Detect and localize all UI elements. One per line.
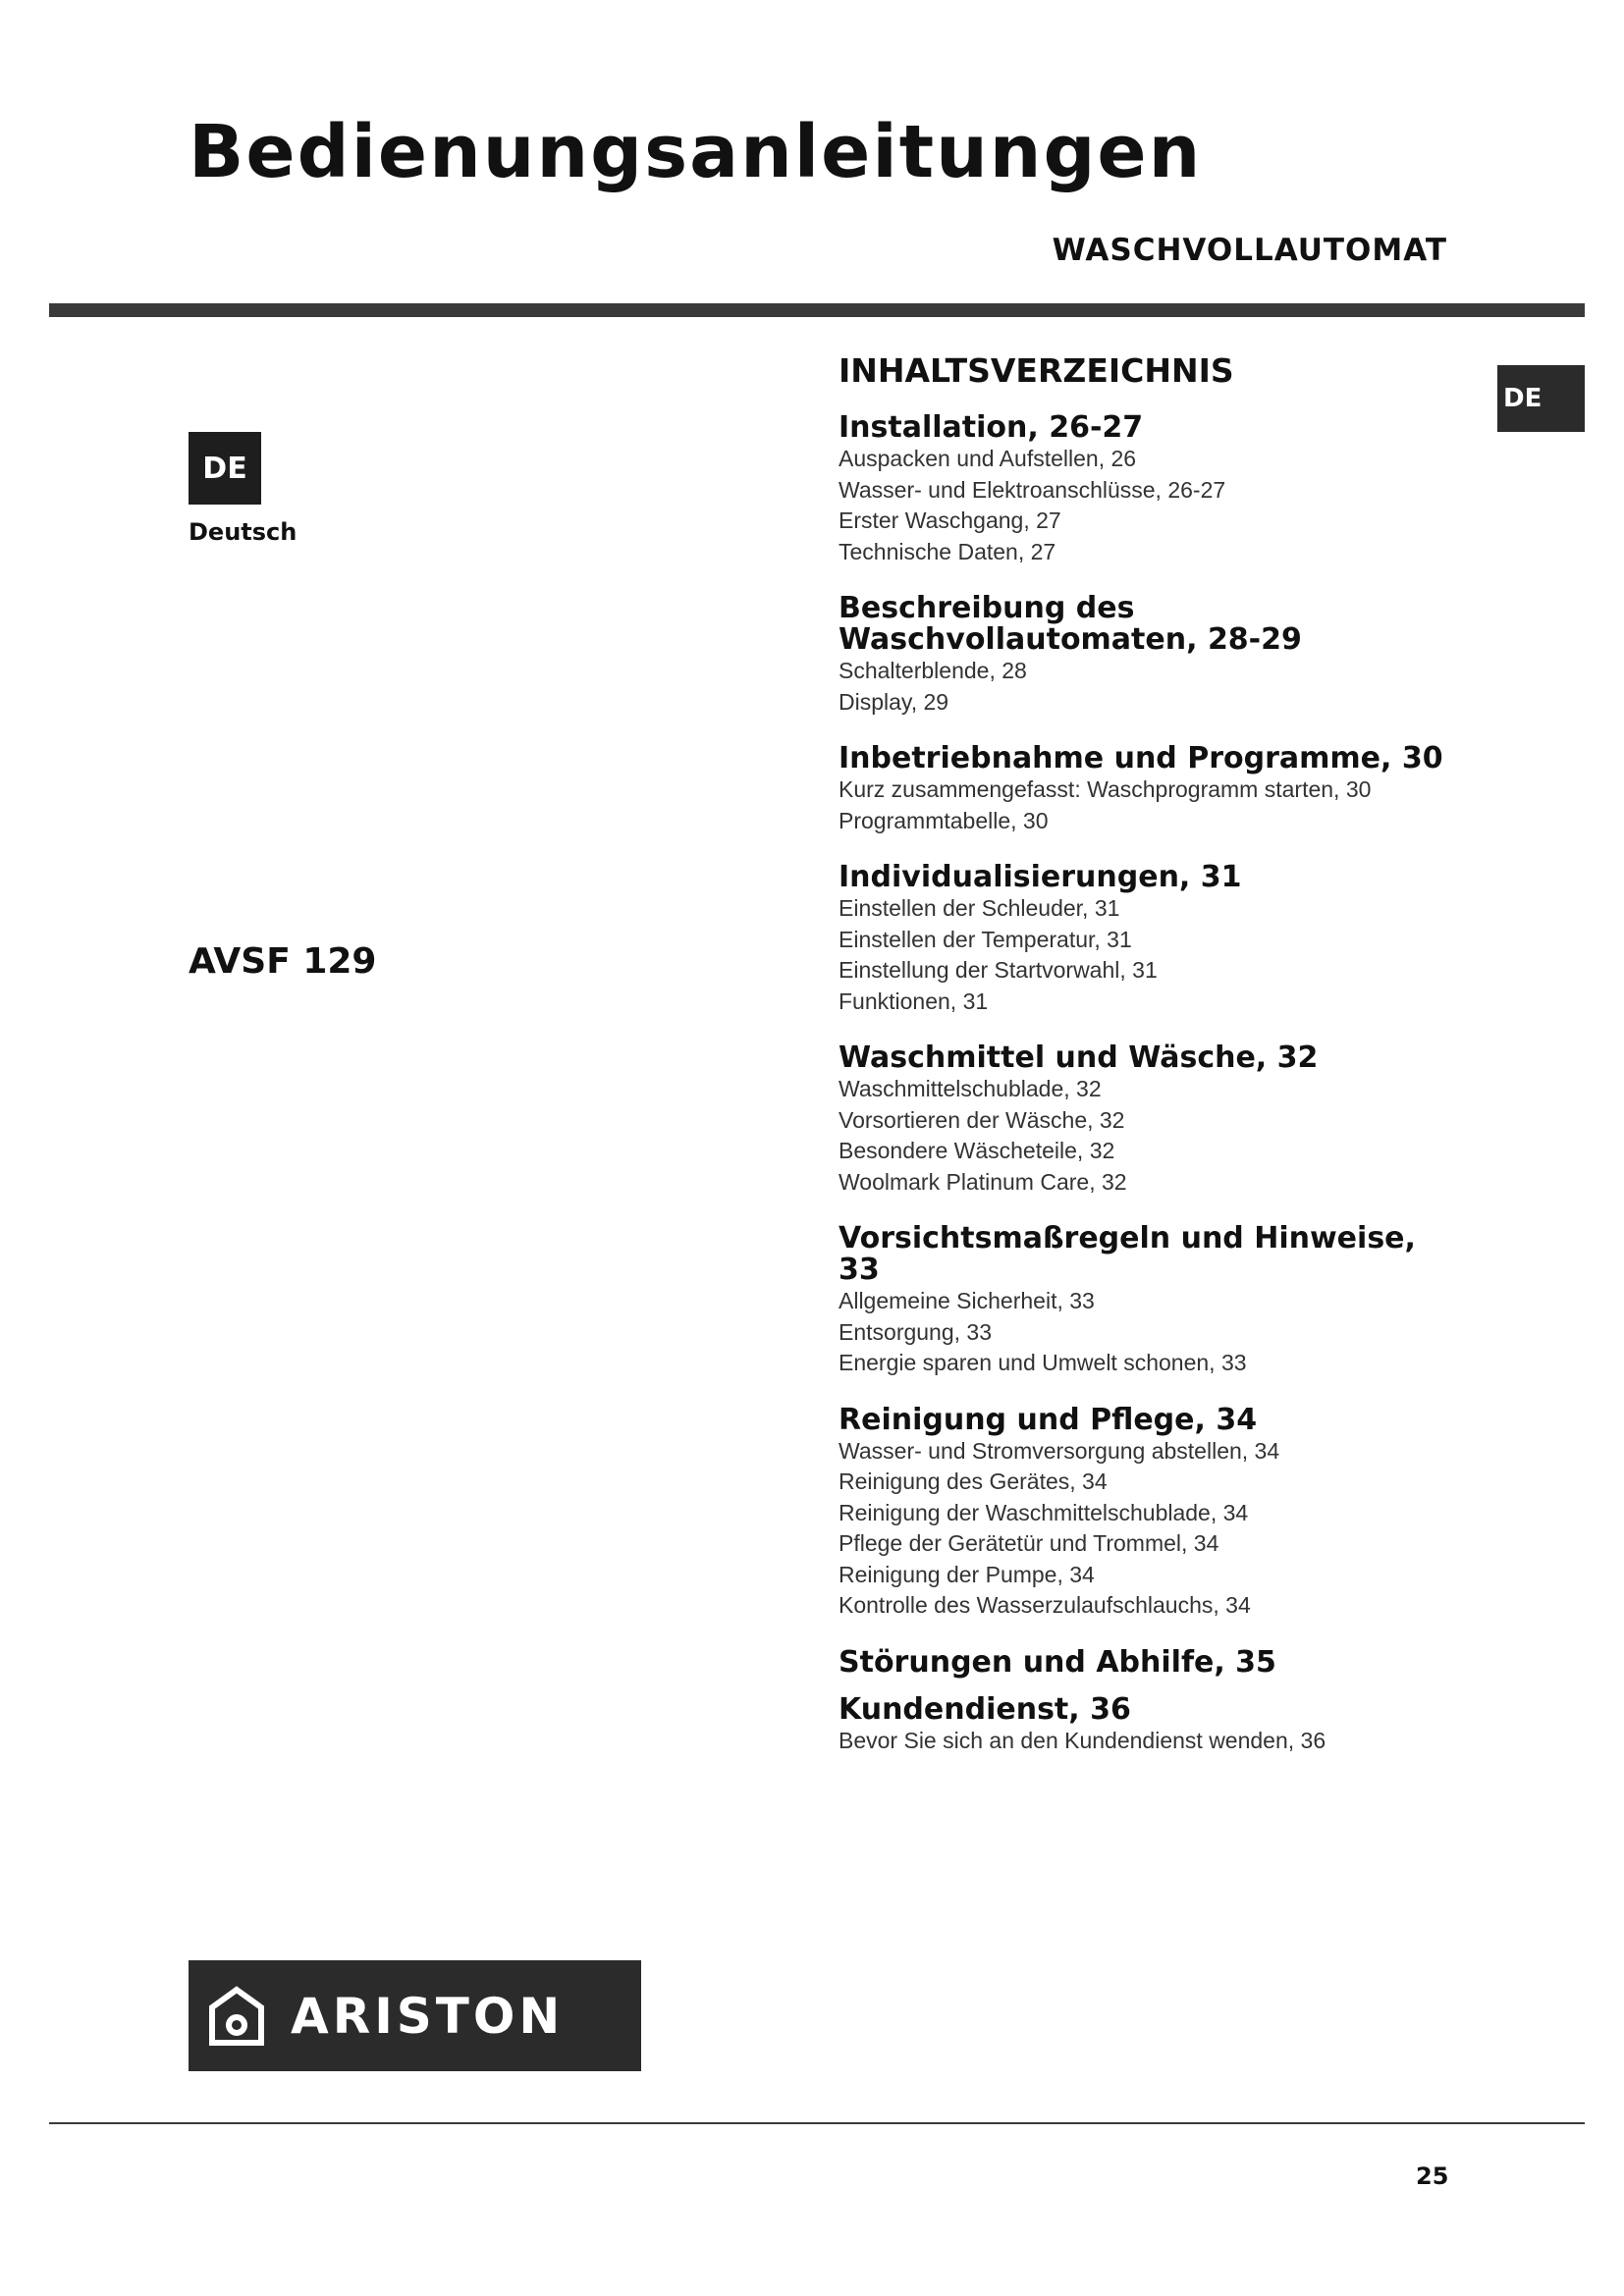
toc-entry-list [839,1726,1467,1757]
toc-section-heading[interactable]: Störungen und Abhilfe, 35 [839,1644,1276,1680]
toc-entry[interactable]: Technische Daten, 27 [839,538,1056,564]
toc-entry[interactable]: Wasser- und Elektroanschlüsse, 26-27 [839,476,1226,503]
toc-section-troubleshooting [839,1644,1467,1680]
toc-entry[interactable]: Entsorgung, 33 [839,1318,993,1345]
toc-entry[interactable]: Reinigung der Waschmittelschublade, 34 [839,1499,1249,1525]
page-number: 25 [1416,2163,1449,2190]
toc-entry[interactable]: Funktionen, 31 [839,988,989,1014]
toc-section-startup [839,743,1467,836]
toc-section-heading[interactable]: Reinigung und Pflege, 34 [839,1402,1258,1437]
toc-entry-list [839,444,1467,567]
toc-entry[interactable]: Reinigung der Pumpe, 34 [839,1561,1095,1587]
toc-entry[interactable]: Vorsortieren der Wäsche, 32 [839,1106,1125,1133]
toc-entry[interactable]: Schalterblende, 28 [839,658,1027,684]
toc-section-heading[interactable]: Kundendienst, 36 [839,1691,1131,1727]
toc-entry-list [839,774,1467,836]
toc-entry-list [839,656,1467,718]
toc-entry[interactable]: Einstellen der Schleuder, 31 [839,895,1120,922]
toc-section-detergent [839,1042,1467,1198]
toc-section-customization [839,862,1467,1017]
brand-name: ARISTON [291,1987,565,2045]
toc-entry-list [839,1436,1467,1622]
toc-entry-list [839,893,1467,1017]
language-name: Deutsch [189,518,298,546]
toc-entry[interactable]: Woolmark Platinum Care, 32 [839,1168,1127,1195]
toc-entry[interactable]: Kurz zusammengefasst: Waschprogramm starten, 30 [839,776,1372,803]
toc-entry[interactable]: Einstellen der Temperatur, 31 [839,926,1132,952]
document-title: Bedienungsanleitungen [189,110,1203,194]
toc-section-heading[interactable]: Beschreibung des Waschvollautomaten, 28-29 [839,591,1302,658]
table-of-contents [839,353,1467,1782]
toc-entry[interactable]: Pflege der Gerätetür und Trommel, 34 [839,1530,1219,1557]
document-subtitle: WASCHVOLLAUTOMAT [1052,233,1447,268]
toc-entry[interactable]: Programmtabelle, 30 [839,807,1049,833]
toc-entry[interactable]: Wasser- und Stromversorgung abstellen, 34 [839,1437,1280,1464]
toc-entry-list [839,1074,1467,1198]
language-badge [189,432,261,505]
brand-logo [189,1960,641,2071]
toc-section-safety [839,1223,1467,1379]
toc-entry[interactable]: Auspacken und Aufstellen, 26 [839,446,1137,472]
toc-section-heading[interactable]: Inbetriebnahme und Programme, 30 [839,741,1443,776]
house-icon [208,1986,265,2047]
model-number: AVSF 129 [189,941,377,982]
toc-title: INHALTSVERZEICHNIS [839,351,1234,390]
toc-entry[interactable]: Display, 29 [839,688,949,715]
side-tab-code: DE [1503,384,1543,413]
footer-rule [49,2122,1585,2124]
header-rule [49,303,1585,317]
toc-entry[interactable]: Kontrolle des Wasserzulaufschlauchs, 34 [839,1592,1251,1619]
toc-section-heading[interactable]: Waschmittel und Wäsche, 32 [839,1041,1319,1076]
toc-section-description [839,593,1467,718]
toc-entry-list [839,1286,1467,1379]
language-code: DE [202,451,247,486]
toc-section-service [839,1691,1467,1757]
toc-section-cleaning [839,1402,1467,1622]
language-side-tab [1497,365,1585,432]
toc-section-heading[interactable]: Individualisierungen, 31 [839,860,1242,895]
toc-entry[interactable]: Einstellung der Startvorwahl, 31 [839,957,1158,984]
toc-entry[interactable]: Energie sparen und Umwelt schonen, 33 [839,1350,1247,1376]
toc-entry[interactable]: Besondere Wäscheteile, 32 [839,1138,1115,1164]
toc-section-heading[interactable]: Vorsichtsmaßregeln und Hinweise, 33 [839,1221,1416,1288]
toc-section-installation [839,412,1467,567]
toc-entry[interactable]: Waschmittelschublade, 32 [839,1076,1102,1102]
toc-section-heading[interactable]: Installation, 26-27 [839,410,1144,446]
toc-entry[interactable]: Erster Waschgang, 27 [839,507,1061,534]
toc-entry[interactable]: Allgemeine Sicherheit, 33 [839,1288,1095,1314]
toc-entry[interactable]: Reinigung des Gerätes, 34 [839,1468,1108,1495]
toc-entry[interactable]: Bevor Sie sich an den Kundendienst wenden, 36 [839,1727,1326,1753]
